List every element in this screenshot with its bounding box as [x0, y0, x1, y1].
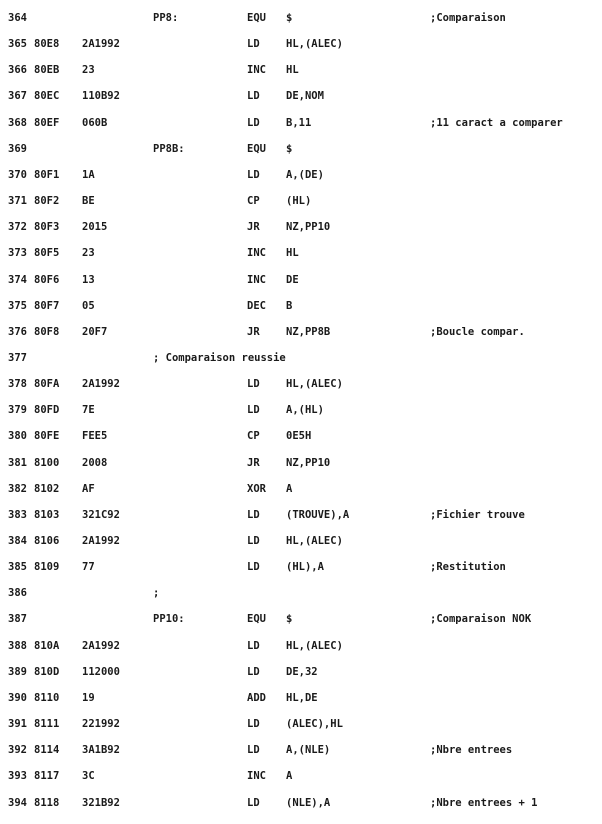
- mnemonic: LD: [247, 535, 260, 547]
- object-code: 13: [82, 273, 95, 286]
- operands: DE,NOM: [286, 90, 324, 103]
- operands: HL: [286, 247, 299, 260]
- listing-row: [0, 273, 602, 287]
- comment: ;Boucle compar.: [430, 325, 525, 338]
- mnemonic: ADD: [247, 691, 266, 704]
- listing-row: [0, 168, 602, 182]
- listing-row: [0, 769, 602, 783]
- line-number: 365: [8, 38, 27, 51]
- line-number: 374: [8, 273, 27, 286]
- address: 80FD: [34, 404, 60, 417]
- listing-row: [0, 325, 602, 339]
- object-code: 2A1992: [82, 639, 120, 652]
- address: 80E8: [34, 38, 60, 51]
- mnemonic: LD: [247, 90, 260, 103]
- line-number: 394: [8, 796, 27, 809]
- object-code: 110B92: [82, 90, 120, 103]
- mnemonic: JR: [247, 221, 260, 234]
- operands: (HL): [286, 195, 312, 208]
- line-number: 391: [8, 718, 27, 731]
- comment: ;Nbre entrees: [430, 744, 513, 757]
- mnemonic: LD: [247, 718, 260, 731]
- listing-row: [0, 246, 602, 260]
- mnemonic: LD: [247, 378, 260, 391]
- operands: (NLE),A: [286, 796, 331, 809]
- address: 8106: [34, 535, 60, 547]
- line-number: 368: [8, 116, 27, 129]
- operands: HL,DE: [286, 691, 318, 704]
- mnemonic: DEC: [247, 299, 266, 312]
- object-code: 1A: [82, 168, 95, 181]
- listing-row: [0, 37, 602, 51]
- address: 80F2: [34, 195, 60, 208]
- comment: ;Fichier trouve: [430, 508, 525, 521]
- label: PP8:: [153, 12, 179, 24]
- address: 80FA: [34, 378, 60, 391]
- operands: A,(DE): [286, 168, 324, 181]
- listing-row: [0, 299, 602, 313]
- object-code: 321B92: [82, 796, 120, 809]
- listing-row: [0, 351, 602, 365]
- address: 80F5: [34, 247, 60, 260]
- object-code: 321C92: [82, 508, 120, 521]
- line-number: 366: [8, 64, 27, 77]
- object-code: 77: [82, 561, 95, 574]
- object-code: 7E: [82, 404, 95, 417]
- mnemonic: EQU: [247, 12, 266, 24]
- label: PP10:: [153, 613, 185, 626]
- address: 80F7: [34, 299, 60, 312]
- line-number: 376: [8, 325, 27, 338]
- line-number: 369: [8, 142, 27, 155]
- operands: HL,(ALEC): [286, 378, 343, 391]
- listing-row: [0, 691, 602, 705]
- listing-row: [0, 220, 602, 234]
- address: 80EB: [34, 64, 60, 77]
- listing-row: [0, 142, 602, 156]
- address: 8110: [34, 691, 60, 704]
- line-number: 386: [8, 587, 27, 600]
- operands: HL: [286, 64, 299, 77]
- mnemonic: INC: [247, 64, 266, 77]
- operands: A: [286, 482, 293, 495]
- listing-row: [0, 456, 602, 470]
- operands: (TROUVE),A: [286, 508, 350, 521]
- address: 80EF: [34, 116, 60, 129]
- operands: DE,32: [286, 665, 318, 678]
- object-code: FEE5: [82, 430, 108, 443]
- address: 80EC: [34, 90, 60, 103]
- mnemonic: INC: [247, 273, 266, 286]
- line-number: 373: [8, 247, 27, 260]
- listing-row: [0, 534, 602, 548]
- object-code: 112000: [82, 665, 120, 678]
- line-number: 384: [8, 535, 27, 547]
- line-number: 371: [8, 195, 27, 208]
- mnemonic: JR: [247, 456, 260, 469]
- address: 8114: [34, 744, 60, 757]
- listing-row: [0, 194, 602, 208]
- comment: ;Comparaison: [430, 12, 506, 24]
- label: ;: [153, 587, 160, 600]
- object-code: 20F7: [82, 325, 108, 338]
- object-code: 19: [82, 691, 95, 704]
- listing-row: [0, 403, 602, 417]
- object-code: 060B: [82, 116, 108, 129]
- mnemonic: LD: [247, 639, 260, 652]
- address: 8111: [34, 718, 60, 731]
- address: 80FE: [34, 430, 60, 443]
- operands: B: [286, 299, 293, 312]
- operands: NZ,PP10: [286, 221, 331, 234]
- object-code: 23: [82, 64, 95, 77]
- listing-row: [0, 11, 602, 25]
- listing-row: [0, 63, 602, 77]
- mnemonic: EQU: [247, 142, 266, 155]
- line-number: 393: [8, 770, 27, 783]
- line-number: 392: [8, 744, 27, 757]
- mnemonic: LD: [247, 508, 260, 521]
- listing-row: [0, 665, 602, 679]
- line-number: 370: [8, 168, 27, 181]
- line-number: 378: [8, 378, 27, 391]
- line-number: 380: [8, 430, 27, 443]
- mnemonic: LD: [247, 116, 260, 129]
- line-number: 381: [8, 456, 27, 469]
- mnemonic: INC: [247, 247, 266, 260]
- listing-row: [0, 89, 602, 103]
- address: 8118: [34, 796, 60, 809]
- listing-row: [0, 586, 602, 600]
- operands: $: [286, 12, 293, 24]
- operands: A: [286, 770, 293, 783]
- object-code: 05: [82, 299, 95, 312]
- object-code: 23: [82, 247, 95, 260]
- line-number: 389: [8, 665, 27, 678]
- operands: NZ,PP8B: [286, 325, 331, 338]
- listing-row: [0, 560, 602, 574]
- address: 80F6: [34, 273, 60, 286]
- listing-row: [0, 796, 602, 810]
- object-code: 3C: [82, 770, 95, 783]
- address: 8100: [34, 456, 60, 469]
- address: 8102: [34, 482, 60, 495]
- mnemonic: LD: [247, 665, 260, 678]
- operands: HL,(ALEC): [286, 535, 343, 547]
- operands: DE: [286, 273, 299, 286]
- mnemonic: JR: [247, 325, 260, 338]
- label: ; Comparaison reussie: [153, 351, 286, 364]
- object-code: 2A1992: [82, 378, 120, 391]
- mnemonic: LD: [247, 168, 260, 181]
- listing-row: [0, 743, 602, 757]
- address: 80F1: [34, 168, 60, 181]
- object-code: 221992: [82, 718, 120, 731]
- listing-row: [0, 717, 602, 731]
- comment: ;Nbre entrees + 1: [430, 796, 538, 809]
- line-number: 388: [8, 639, 27, 652]
- line-number: 372: [8, 221, 27, 234]
- mnemonic: LD: [247, 561, 260, 574]
- listing-row: [0, 639, 602, 653]
- line-number: 390: [8, 691, 27, 704]
- line-number: 367: [8, 90, 27, 103]
- address: 810D: [34, 665, 60, 678]
- line-number: 383: [8, 508, 27, 521]
- operands: HL,(ALEC): [286, 639, 343, 652]
- operands: B,11: [286, 116, 312, 129]
- operands: 0E5H: [286, 430, 312, 443]
- mnemonic: INC: [247, 770, 266, 783]
- line-number: 364: [8, 12, 27, 24]
- address: 80F3: [34, 221, 60, 234]
- object-code: BE: [82, 195, 95, 208]
- mnemonic: CP: [247, 195, 260, 208]
- listing-row: [0, 482, 602, 496]
- line-number: 382: [8, 482, 27, 495]
- mnemonic: EQU: [247, 613, 266, 626]
- object-code: 2A1992: [82, 38, 120, 51]
- address: 8103: [34, 508, 60, 521]
- listing-row: [0, 377, 602, 391]
- comment: ;11 caract a comparer: [430, 116, 563, 129]
- mnemonic: LD: [247, 796, 260, 809]
- line-number: 387: [8, 613, 27, 626]
- address: 8117: [34, 770, 60, 783]
- line-number: 379: [8, 404, 27, 417]
- listing-row: [0, 612, 602, 626]
- mnemonic: LD: [247, 744, 260, 757]
- line-number: 375: [8, 299, 27, 312]
- line-number: 385: [8, 561, 27, 574]
- address: 8109: [34, 561, 60, 574]
- object-code: 2A1992: [82, 535, 120, 547]
- object-code: 3A1B92: [82, 744, 120, 757]
- mnemonic: LD: [247, 404, 260, 417]
- line-number: 377: [8, 351, 27, 364]
- operands: $: [286, 613, 293, 626]
- address: 810A: [34, 639, 60, 652]
- listing-row: [0, 116, 602, 130]
- address: 80F8: [34, 325, 60, 338]
- listing-row: [0, 508, 602, 522]
- object-code: 2015: [82, 221, 108, 234]
- operands: NZ,PP10: [286, 456, 331, 469]
- operands: $: [286, 142, 293, 155]
- mnemonic: LD: [247, 38, 260, 51]
- comment: ;Comparaison NOK: [430, 613, 532, 626]
- object-code: 2008: [82, 456, 108, 469]
- mnemonic: CP: [247, 430, 260, 443]
- operands: (HL),A: [286, 561, 324, 574]
- mnemonic: XOR: [247, 482, 266, 495]
- label: PP8B:: [153, 142, 185, 155]
- operands: HL,(ALEC): [286, 38, 343, 51]
- object-code: AF: [82, 482, 95, 495]
- operands: A,(HL): [286, 404, 324, 417]
- operands: (ALEC),HL: [286, 718, 343, 731]
- operands: A,(NLE): [286, 744, 331, 757]
- comment: ;Restitution: [430, 561, 506, 574]
- listing-row: [0, 429, 602, 443]
